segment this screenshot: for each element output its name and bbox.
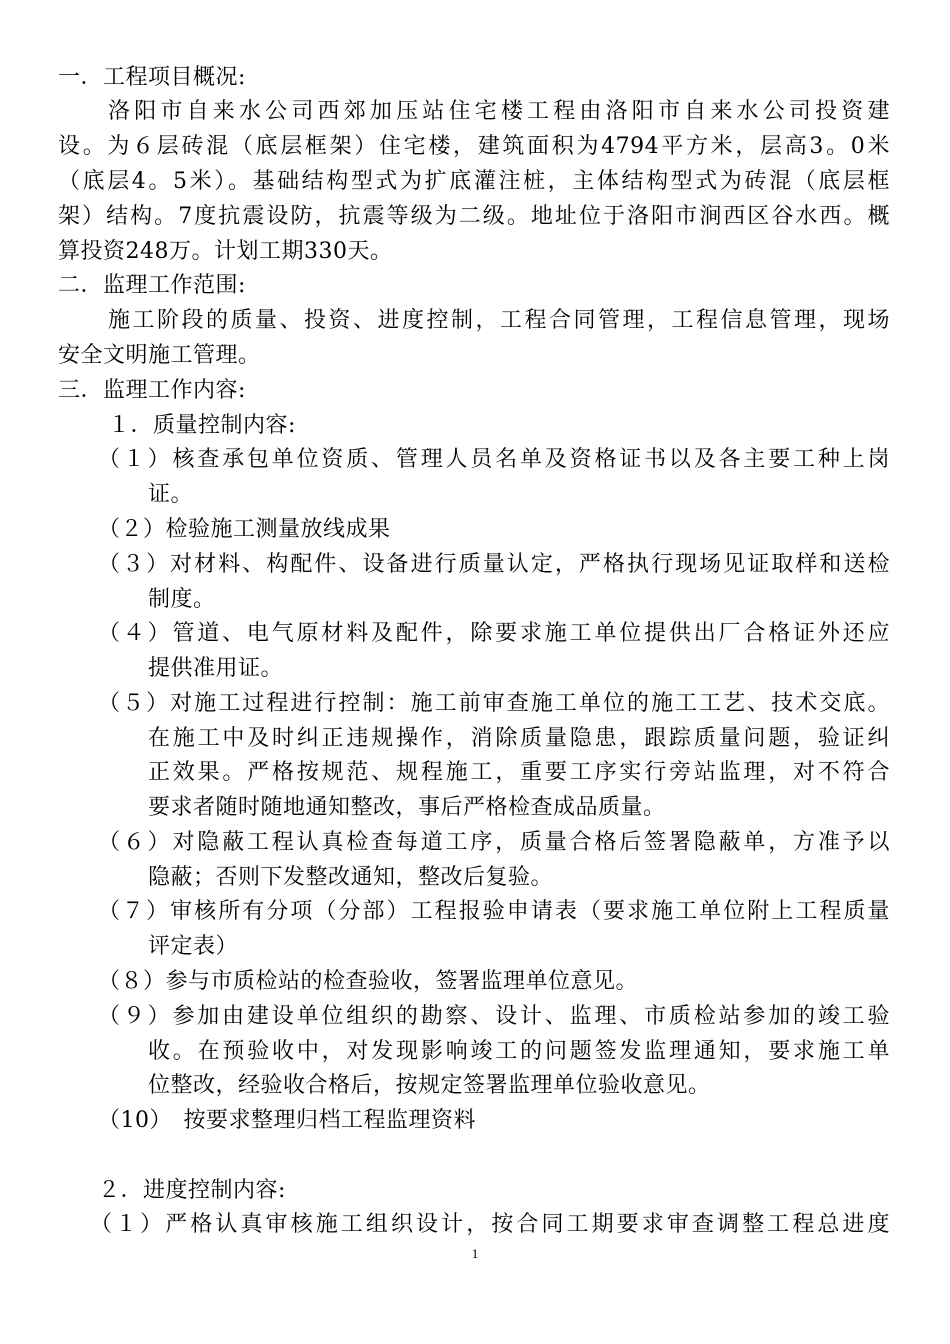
quality-item: （10） 按要求整理归档工程监理资料	[98, 1108, 476, 1133]
quality-item-continuation: 提供准用证。	[148, 656, 284, 681]
subsection-title-quality: １．质量控制内容:	[108, 413, 296, 438]
quality-item: （５）对施工过程进行控制：施工前审查施工单位的施工工艺、技术交底。	[98, 691, 890, 716]
overview-paragraph-line: 架）结构。7度抗震设防，抗震等级为二级。地址位于洛阳市涧西区谷水西。概	[58, 204, 890, 229]
quality-item: （９）参加由建设单位组织的勘察、设计、监理、市质检站参加的竣工验	[98, 1004, 890, 1029]
scope-paragraph-line: 施工阶段的质量、投资、进度控制，工程合同管理，工程信息管理，现场	[108, 308, 890, 333]
quality-item-continuation: 证。	[148, 482, 194, 507]
subsection-title-schedule: ２．进度控制内容:	[98, 1178, 286, 1203]
overview-paragraph-line: 算投资248万。计划工期330天。	[58, 239, 393, 264]
schedule-item: （１）严格认真审核施工组织设计，按合同工期要求审查调整工程总进度	[90, 1212, 890, 1237]
quality-item-continuation: 收。在预验收中，对发现影响竣工的问题签发监理通知，要求施工单	[148, 1039, 890, 1064]
overview-paragraph-line: 设。为６层砖混（底层框架）住宅楼，建筑面积为4794平方米，层高3。0米	[58, 134, 890, 159]
quality-item: （３）对材料、构配件、设备进行质量认定，严格执行现场见证取样和送检	[98, 552, 890, 577]
overview-paragraph-line: 洛阳市自来水公司西郊加压站住宅楼工程由洛阳市自来水公司投资建	[108, 99, 890, 124]
quality-item-continuation: 评定表）	[148, 934, 239, 959]
quality-item-continuation: 要求者随时随地通知整改，事后严格检查成品质量。	[148, 795, 666, 820]
overview-paragraph-line: （底层4。5米）。基础结构型式为扩底灌注桩，主体结构型式为砖混（底层框	[58, 169, 890, 194]
quality-item: （７）审核所有分项（分部）工程报验申请表（要求施工单位附上工程质量	[98, 899, 890, 924]
quality-item: （２）检验施工测量放线成果	[98, 517, 391, 542]
section-heading-content: 三．监理工作内容:	[58, 378, 246, 403]
section-heading-overview: 一．工程项目概况:	[58, 65, 246, 90]
quality-item-continuation: 在施工中及时纠正违规操作，消除质量隐患，跟踪质量问题，验证纠	[148, 726, 890, 751]
quality-item: （１）核查承包单位资质、管理人员名单及资格证书以及各主要工种上岗	[98, 447, 890, 472]
quality-item-continuation: 位整改，经验收合格后，按规定签署监理单位验收意见。	[148, 1073, 711, 1098]
quality-item: （４）管道、电气原材料及配件，除要求施工单位提供出厂合格证外还应	[98, 621, 890, 646]
quality-item-continuation: 正效果。严格按规范、规程施工，重要工序实行旁站监理，对不符合	[148, 760, 890, 785]
quality-item: （８）参与市质检站的检查验收，签署监理单位意见。	[98, 969, 639, 994]
quality-item-continuation: 隐蔽；否则下发整改通知，整改后复验。	[148, 865, 554, 890]
quality-item: （６）对隐蔽工程认真检查每道工序，质量合格后签署隐蔽单，方准予以	[98, 830, 890, 855]
quality-item-continuation: 制度。	[148, 587, 216, 612]
section-heading-scope: 二．监理工作范围:	[58, 273, 246, 298]
page-number: 1	[471, 1246, 479, 1261]
scope-paragraph-line: 安全文明施工管理。	[58, 343, 261, 368]
